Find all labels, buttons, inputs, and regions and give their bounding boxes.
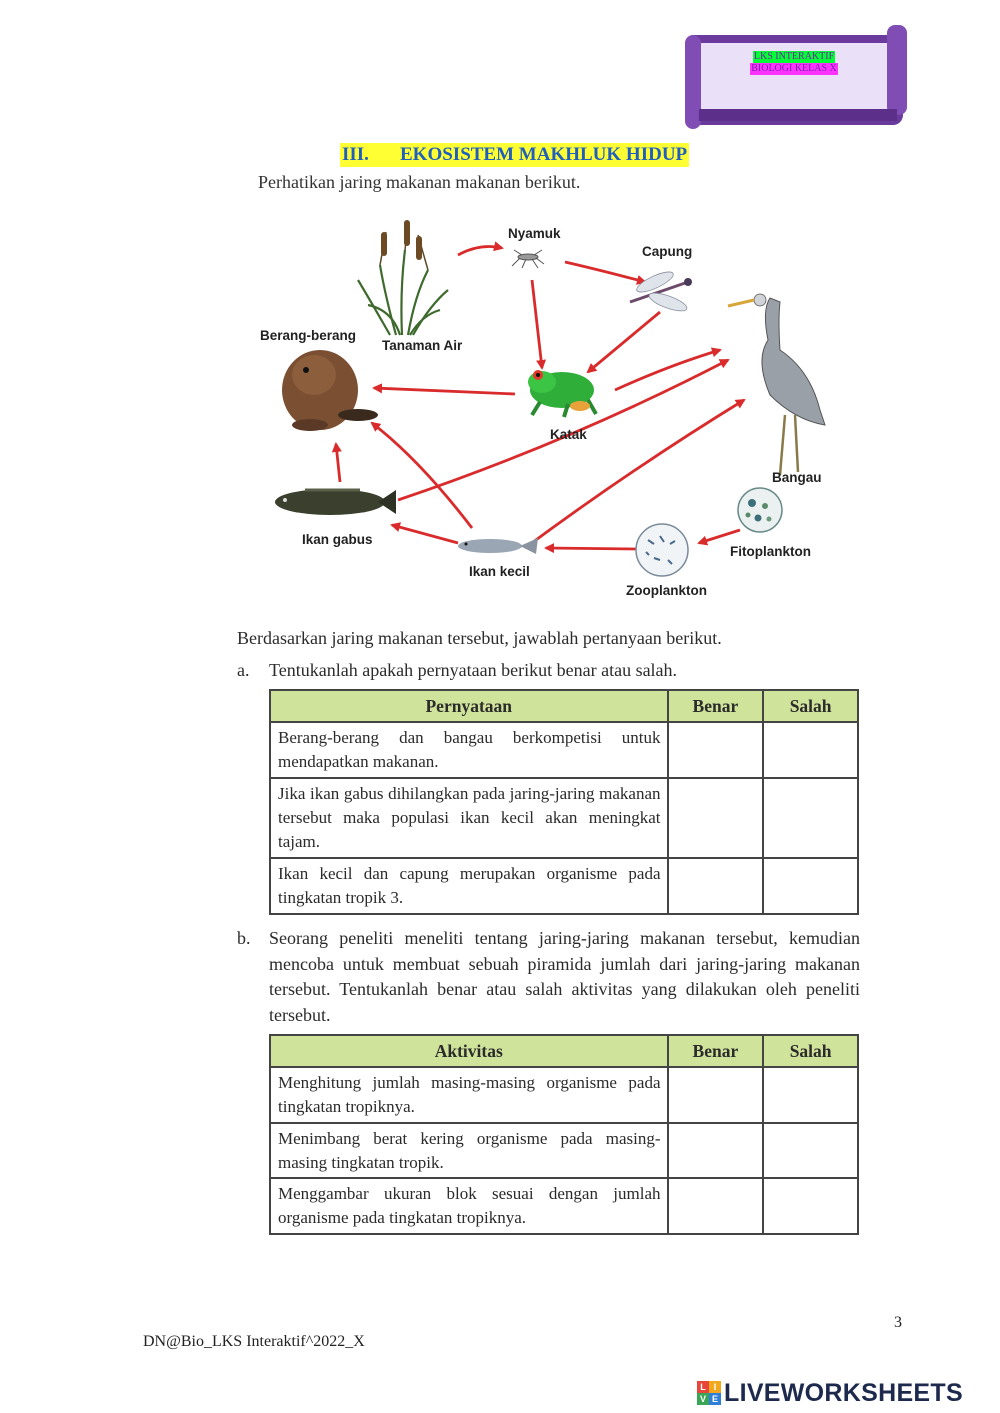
berang-berang-illustration: [282, 350, 378, 431]
label-nyamuk: Nyamuk: [508, 226, 561, 241]
part-b-label: b.: [237, 928, 251, 948]
label-ikan-kecil: Ikan kecil: [469, 564, 530, 579]
answer-benar-a3[interactable]: [668, 858, 764, 914]
activity-2: Menimbang berat kering organisme pada masing-masing tingkatan tropik.: [270, 1123, 668, 1178]
arrow-kecil-bangau: [525, 400, 744, 548]
answer-salah-b1[interactable]: [763, 1067, 858, 1123]
capung-illustration: [630, 268, 692, 314]
part-a-text: Tentukanlah apakah pernyataan berikut benar atau salah.: [269, 660, 678, 680]
activity-3: Menggambar ukuran blok sesuai dengan jumlah organisme pada tingkatan tropiknya.: [270, 1178, 668, 1234]
banner-line-1: LKS INTERAKTIF: [753, 51, 835, 62]
label-bangau: Bangau: [772, 470, 822, 485]
arrow-kecil-gabus: [392, 525, 458, 543]
logo-letter: V: [697, 1393, 709, 1405]
banner-line-2: BIOLOGI KELAS X: [751, 63, 837, 74]
table-header-row: [270, 1035, 858, 1067]
arrow-zoo-kecil: [546, 548, 636, 549]
scroll-frame: [679, 25, 909, 130]
header-salah: Salah: [763, 1035, 858, 1067]
katak-illustration: [528, 370, 596, 417]
arrow-katak-berang: [374, 388, 515, 394]
label-katak: Katak: [550, 427, 587, 442]
activity-table: [269, 1034, 859, 1235]
label-ikan-gabus: Ikan gabus: [302, 532, 373, 547]
zooplankton-illustration: [636, 524, 688, 576]
logo-letter: I: [709, 1381, 721, 1393]
part-a-instruction: [237, 660, 677, 681]
arrow-gabus-berang: [336, 444, 340, 482]
arrow-katak-bangau: [615, 350, 720, 390]
question-intro: Berdasarkan jaring makanan tersebut, jawablah pertanyaan berikut.: [237, 628, 722, 648]
ikan-kecil-illustration: [458, 538, 538, 554]
banner-text: [679, 51, 909, 75]
liveworksheets-brand[interactable]: [697, 1378, 963, 1408]
page-number: 3: [894, 1314, 902, 1331]
answer-salah-b3[interactable]: [763, 1178, 858, 1234]
part-b-text: Seorang peneliti meneliti tentang jaring-jaring makanan tersebut, kemudian mencoba untuk membuat sebuah piramida jumlah dari jaring-jaring makanan tersebut. Tentukanlah benar atau salah aktivitas yang dilakukan oleh peneliti tersebut.: [269, 928, 860, 1025]
bangau-illustration: [728, 294, 825, 475]
table-row: [270, 1178, 858, 1234]
statement-3: Ikan kecil dan capung merupakan organisme pada tingkatan tropik 3.: [270, 858, 668, 914]
label-zooplankton: Zooplankton: [626, 583, 707, 598]
answer-benar-b1[interactable]: [668, 1067, 764, 1123]
intro-text: Perhatikan jaring makanan makanan berikut.: [258, 172, 581, 192]
arrow-tanaman-nyamuk: [458, 247, 502, 255]
answer-benar-a2[interactable]: [668, 778, 764, 858]
footer-text: DN@Bio_LKS Interaktif^2022_X: [143, 1333, 365, 1350]
section-heading: [340, 143, 689, 167]
header-benar: Benar: [668, 690, 764, 722]
title-banner: [679, 25, 909, 130]
answer-benar-b3[interactable]: [668, 1178, 764, 1234]
tanaman-air-illustration: [358, 220, 448, 335]
part-a-label: a.: [237, 660, 250, 680]
statement-1: Berang-berang dan bangau berkompetisi untuk mendapatkan makanan.: [270, 722, 668, 778]
activity-1: Menghitung jumlah masing-masing organisme pada tingkatan tropiknya.: [270, 1067, 668, 1123]
statement-table: [269, 689, 859, 915]
table-row: [270, 1123, 858, 1178]
answer-benar-b2[interactable]: [668, 1123, 764, 1178]
nyamuk-illustration: [512, 250, 544, 268]
answer-salah-a1[interactable]: [763, 722, 858, 778]
table-header-row: [270, 690, 858, 722]
answer-salah-b2[interactable]: [763, 1123, 858, 1178]
table-row: [270, 722, 858, 778]
part-b-instruction: [237, 926, 860, 1028]
header-salah: Salah: [763, 690, 858, 722]
ikan-gabus-illustration: [275, 489, 396, 515]
header-pernyataan: Pernyataan: [270, 690, 668, 722]
table-row: [270, 858, 858, 914]
arrow-fito-zoo: [699, 530, 740, 543]
logo-letter: L: [697, 1381, 709, 1393]
food-web-diagram: [250, 210, 850, 610]
label-capung: Capung: [642, 244, 693, 259]
arrow-capung-katak: [588, 312, 660, 372]
label-tanaman-air: Tanaman Air: [382, 338, 463, 353]
header-aktivitas: Aktivitas: [270, 1035, 668, 1067]
arrow-nyamuk-katak: [532, 280, 542, 368]
section-number: III.: [342, 144, 369, 165]
liveworksheets-logo-icon: [697, 1381, 721, 1405]
answer-salah-a2[interactable]: [763, 778, 858, 858]
header-benar: Benar: [668, 1035, 764, 1067]
section-title: EKOSISTEM MAKHLUK HIDUP: [400, 144, 688, 165]
arrow-kecil-berang: [372, 423, 472, 528]
logo-letter: E: [709, 1393, 721, 1405]
brand-name: LIVEWORKSHEETS: [724, 1378, 963, 1407]
label-berang-berang: Berang-berang: [260, 328, 357, 343]
table-row: [270, 1067, 858, 1123]
answer-salah-a3[interactable]: [763, 858, 858, 914]
table-row: [270, 778, 858, 858]
arrow-nyamuk-capung: [565, 262, 645, 282]
statement-2: Jika ikan gabus dihilangkan pada jaring-jaring makanan tersebut maka populasi ikan kecil akan meningkat tajam.: [270, 778, 668, 858]
fitoplankton-illustration: [738, 488, 782, 532]
label-fitoplankton: Fitoplankton: [730, 544, 811, 559]
answer-benar-a1[interactable]: [668, 722, 764, 778]
